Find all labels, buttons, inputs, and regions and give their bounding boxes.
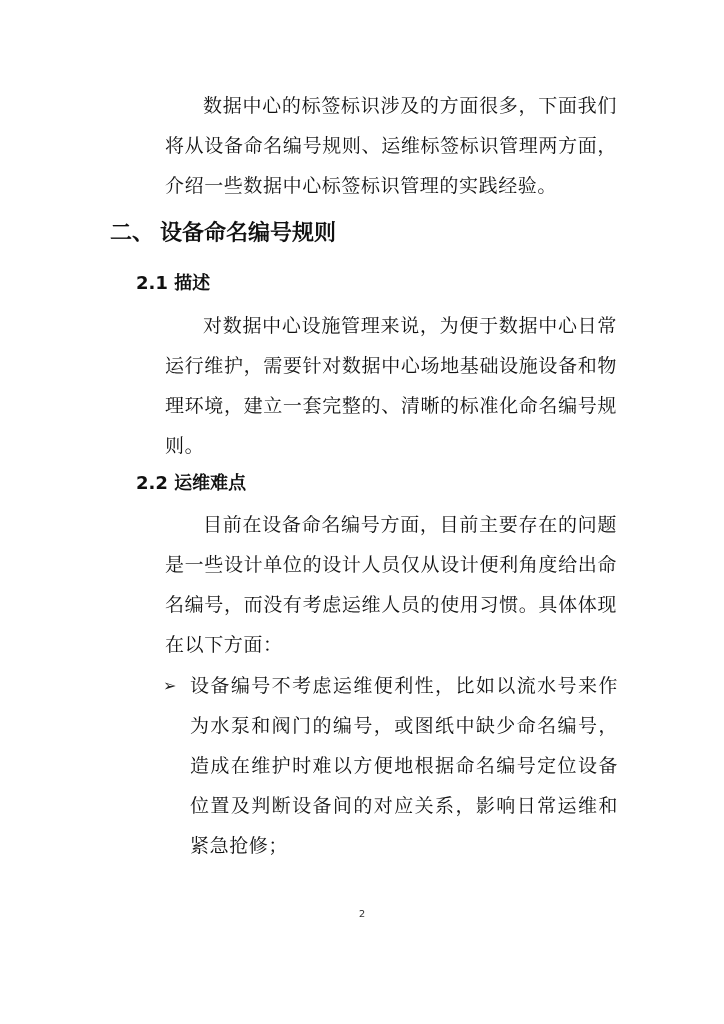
description-paragraph: 对数据中心设施管理来说，为便于数据中心日常运行维护，需要针对数据中心场地基础设施设备和物理环境，建立一套完整的、清晰的标准化命名编号规则。 <box>165 315 617 457</box>
intro-paragraph: 数据中心的标签标识涉及的方面很多，下面我们将从设备命名编号规则、运维标签标识管理两方面，介绍一些数据中心标签标识管理的实践经验。 <box>165 95 617 197</box>
section-heading <box>110 214 336 254</box>
page-number: 2 <box>358 909 366 920</box>
bullet-item <box>163 666 618 866</box>
arrow-bullet-icon: ➢ <box>163 676 177 695</box>
difficulty-paragraph: 目前在设备命名编号方面，目前主要存在的问题是一些设计单位的设计人员仅从设计便利角度给出命名编号，而没有考虑运维人员的使用习惯。具体体现在以下方面： <box>165 514 617 656</box>
section-title: 设备命名编号规则 <box>160 221 337 246</box>
subsection-heading-2-1: 2.1 描述 <box>136 273 211 294</box>
bullet-text: 设备编号不考虑运维便利性，比如以流水号来作为水泵和阀门的编号，或图纸中缺少命名编号，造成在维护时难以方便地根据命名编号定位设备位置及判断设备间的对应关系，影响日常运维和紧急抢修； <box>190 675 618 857</box>
section-number: 二、 <box>110 221 155 246</box>
subsection-heading-2-2: 2.2 运维难点 <box>136 473 247 494</box>
